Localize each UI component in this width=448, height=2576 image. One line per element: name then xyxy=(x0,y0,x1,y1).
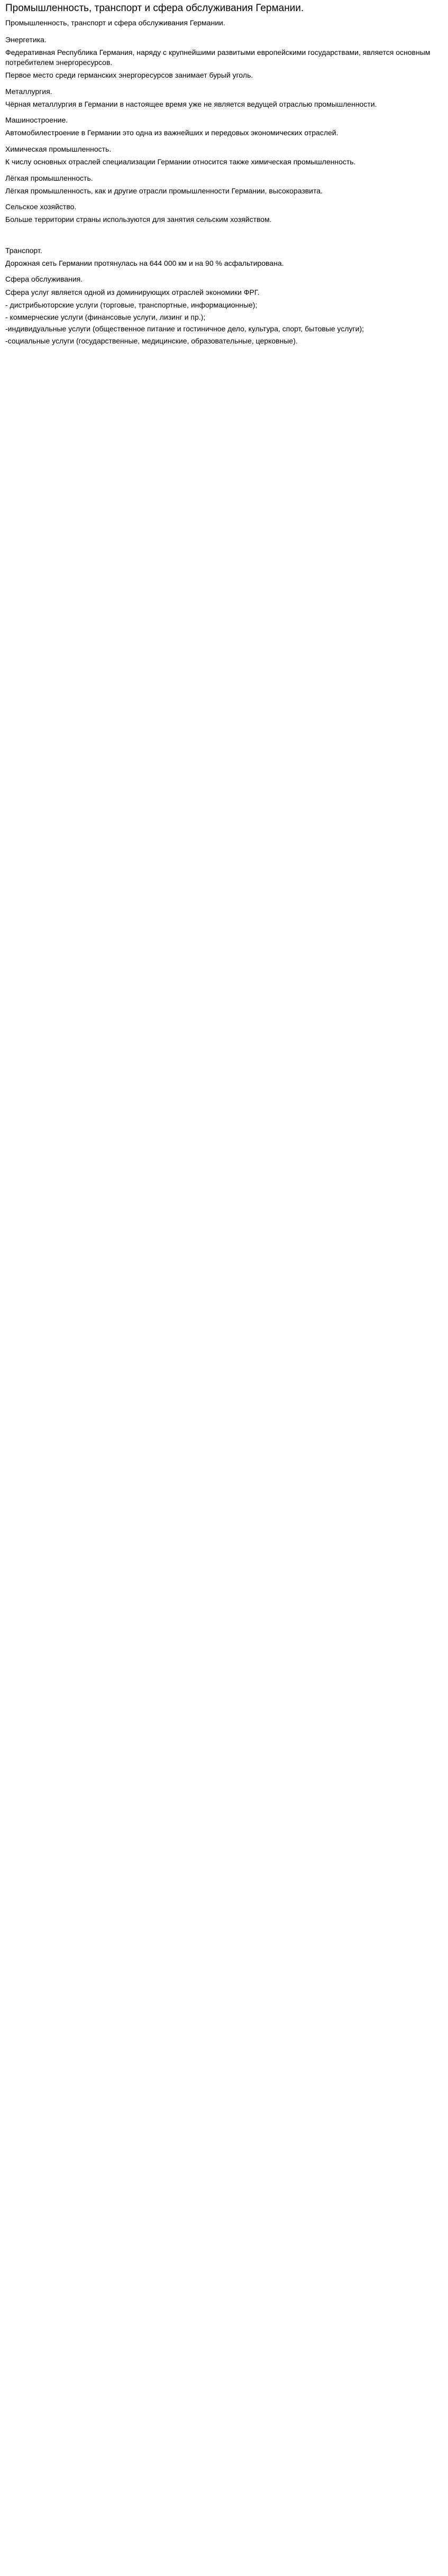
section xyxy=(5,274,443,297)
body-paragraph: Чёрная металлургия в Германии в настоящее время уже не является ведущей отраслью промышленности. xyxy=(5,99,377,108)
body-paragraph: Лёгкая промышленность, как и другие отрасли промышленности Германии, высокоразвита. xyxy=(5,186,323,195)
section-heading: Лёгкая промышленность. xyxy=(5,173,93,182)
section xyxy=(5,87,443,109)
list-item: -индивидуальные услуги (общественное питание и гостиничное дело, культура, спорт, бытовые услуги); xyxy=(5,324,364,333)
section xyxy=(5,144,443,167)
section-heading: Сфера обслуживания. xyxy=(5,275,83,284)
page-title: Промышленность, транспорт и сфера обслуживания Германии. xyxy=(5,3,304,14)
section xyxy=(5,35,443,80)
section-heading: Машиностроение. xyxy=(5,116,68,125)
section xyxy=(5,173,443,196)
body-paragraph: Автомобилестроение в Германии это одна из важнейших и передовых экономических отраслей. xyxy=(5,128,339,137)
list-item: - дистрибьюторские услуги (торговые, транспортные, информационные); xyxy=(5,301,258,310)
document-page xyxy=(0,0,448,359)
list-item: -социальные услуги (государственные, медицинские, образовательные, церковные). xyxy=(5,336,298,345)
section-spacer xyxy=(5,228,443,239)
section-heading: Химическая промышленность. xyxy=(5,144,112,153)
section-heading: Сельское хозяйство. xyxy=(5,202,77,211)
section-heading: Металлургия. xyxy=(5,87,52,96)
section xyxy=(5,115,443,138)
page-subtitle: Промышленность, транспорт и сфера обслуживания Германии. xyxy=(5,18,225,27)
body-paragraph: Сфера услуг является одной из доминирующих отраслей экономики ФРГ. xyxy=(5,287,260,296)
section-heading: Энергетика. xyxy=(5,35,47,44)
services-list xyxy=(5,300,443,346)
list-item: - коммерческие услуги (финансовые услуги, лизинг и пр.); xyxy=(5,312,206,321)
section xyxy=(5,246,443,268)
section-heading: Транспорт. xyxy=(5,246,42,255)
body-paragraph: Больше территории страны используются для занятия сельским хозяйством. xyxy=(5,215,272,224)
section xyxy=(5,202,443,239)
document-sections xyxy=(5,35,443,297)
body-paragraph: Федеративная Республика Германия, наряду с крупнейшими развитыми европейскими государствами, является основным потребителем энергоресурсов. xyxy=(5,48,431,67)
body-paragraph: Первое место среди германских энергоресурсов занимает бурый уголь. xyxy=(5,71,253,80)
body-paragraph: К числу основных отраслей специализации Германии относится также химическая промышленность. xyxy=(5,157,356,166)
body-paragraph: Дорожная сеть Германии протянулась на 644 000 км и на 90 % асфальтирована. xyxy=(5,259,284,267)
